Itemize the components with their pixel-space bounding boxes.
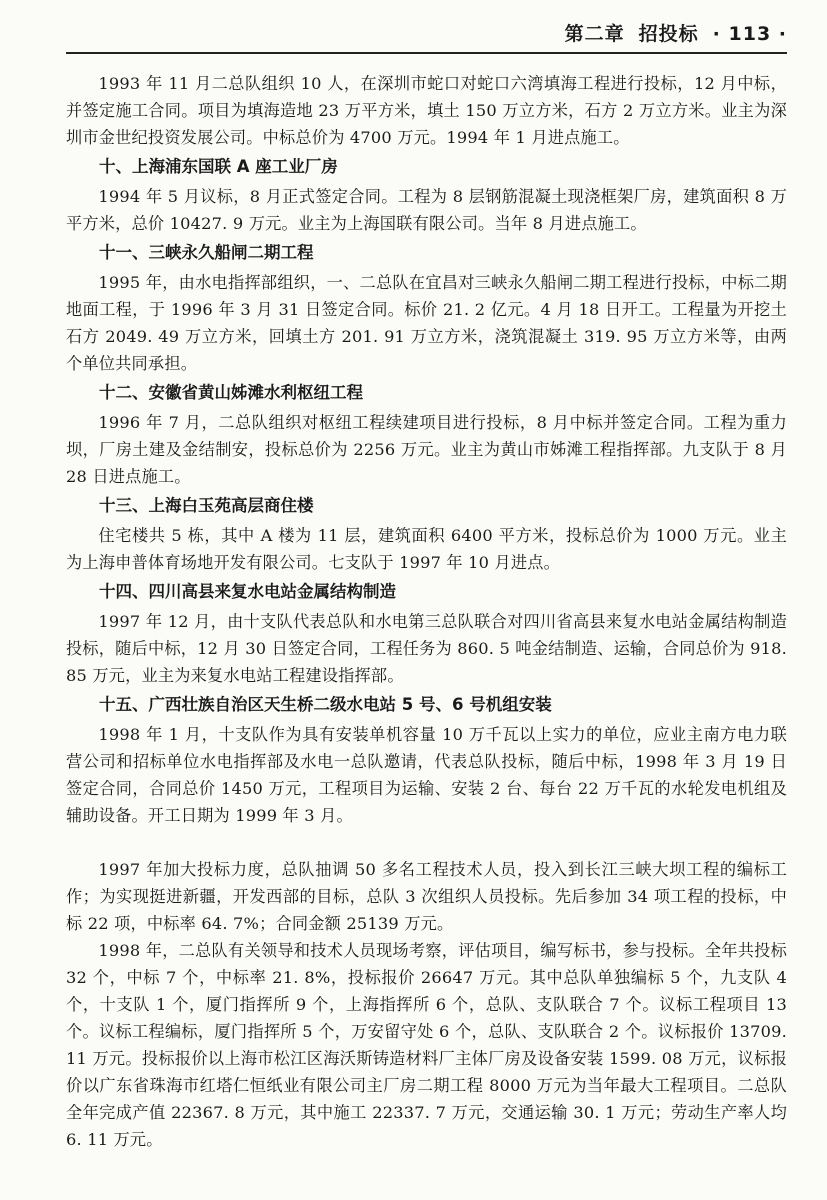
paragraph: 1996 年 7 月，二总队组织对枢纽工程续建项目进行投标，8 月中标并签定合同。工程为重力坝，厂房土建及金结制安，投标总价为 2256 万元。业主为黄山市姊滩工程指挥部。九支队于 8 月 28 日进点施工。	[66, 413, 787, 486]
chapter-title: 招投标	[638, 23, 699, 45]
running-header	[66, 0, 787, 54]
paragraph: 1994 年 5 月议标，8 月正式签定合同。工程为 8 层钢筋混凝土现浇框架厂房，建筑面积 8 万平方米，总价 10427. 9 万元。业主为上海国联有限公司。当年 8 月进点施工。	[66, 187, 787, 233]
paragraph: 1998 年，二总队有关领导和技术人员现场考察，评估项目，编写标书，参与投标。全年共投标 32 个，中标 7 个，中标率 21. 8%，投标报价 26647 万元。其中总队单独编标 5 个，九支队 4 个，十支队 1 个，厦门指挥所 9 个，上海指挥所 6 个，总队、支队联合 7 个。议标工程项目 13 个。议标工程编标，厦门指挥所 5 个，万安留守处 6 个，总队、支队联合 2 个。议标报价 13709. 11 万元。投标报价以上海市松江区海沃斯铸造材料厂主体厂房及设备安装 1599. 08 万元，议标报价以广东省珠海市红塔仁恒纸业有限公司主厂房二期工程 8000 万元为当年最大工程项目。二总队全年完成产值 22367. 8 万元，其中施工 22337. 7 万元，交通运输 30. 1 万元；劳动生产率人均 6. 11 万元。	[66, 941, 787, 1149]
paragraph: 1998 年 1 月，十支队作为具有安装单机容量 10 万千瓦以上实力的单位，应业主南方电力联营公司和招标单位水电指挥部及水电一总队邀请，代表总队投标，随后中标，1998 年 3 月 19 日签定合同，合同总价 1450 万元，工程项目为运输、安装 2 台、每台 22 万千瓦的水轮发电机组及辅助设备。开工日期为 1999 年 3 月。	[66, 725, 787, 825]
page-content	[66, 70, 787, 1153]
paragraph: 住宅楼共 5 栋，其中 A 楼为 11 层，建筑面积 6400 平方米，投标总价为 1000 万元。业主为上海申普体育场地开发有限公司。七支队于 1997 年 10 月进点。	[66, 526, 787, 572]
chapter-number: 第二章	[564, 23, 625, 45]
section-heading: 十二、安徽省黄山姊滩水利枢纽工程	[99, 383, 363, 402]
section-gap	[66, 829, 787, 856]
chapter-heading	[551, 19, 787, 46]
paragraph: 1997 年加大投标力度，总队抽调 50 多名工程技术人员，投入到长江三峡大坝工程的编标工作；为实现挺进新疆，开发西部的目标，总队 3 次组织人员投标。先后参加 34 项工程的投标，中标 22 项，中标率 64. 7%；合同金额 25139 万元。	[66, 860, 787, 933]
paragraph: 1993 年 11 月二总队组织 10 人，在深圳市蛇口对蛇口六湾填海工程进行投标，12 月中标，并签定施工合同。项目为填海造地 23 万平方米，填土 150 万立方米，石方 2 万立方米。业主为深圳市金世纪投资发展公司。中标总价为 4700 万元。1994 年 1 月进点施工。	[66, 74, 787, 147]
paragraph: 1995 年，由水电指挥部组织，一、二总队在宜昌对三峡永久船闸二期工程进行投标，中标二期地面工程，于 1996 年 3 月 31 日签定合同。标价 21. 2 亿元。4 月 18 日开工。工程量为开挖土石方 2049. 49 万立方米，回填土方 201. 91 万立方米，浇筑混凝土 319. 95 万立方米等，由两个单位共同承担。	[66, 273, 787, 373]
page-number: · 113 ·	[712, 23, 787, 45]
paragraph: 1997 年 12 月，由十支队代表总队和水电第三总队联合对四川省高县来复水电站金属结构制造投标，随后中标，12 月 30 日签定合同，工程任务为 860. 5 吨金结制造、运输，合同总价为 918. 85 万元，业主为来复水电站工程建设指挥部。	[66, 612, 787, 685]
section-heading: 十三、上海白玉苑高层商住楼	[99, 496, 314, 515]
section-heading: 十四、四川高县来复水电站金属结构制造	[99, 582, 396, 601]
section-heading: 十、上海浦东国联 A 座工业厂房	[99, 157, 338, 176]
section-heading: 十一、三峡永久船闸二期工程	[99, 243, 314, 262]
section-heading: 十五、广西壮族自治区天生桥二级水电站 5 号、6 号机组安装	[99, 695, 552, 714]
